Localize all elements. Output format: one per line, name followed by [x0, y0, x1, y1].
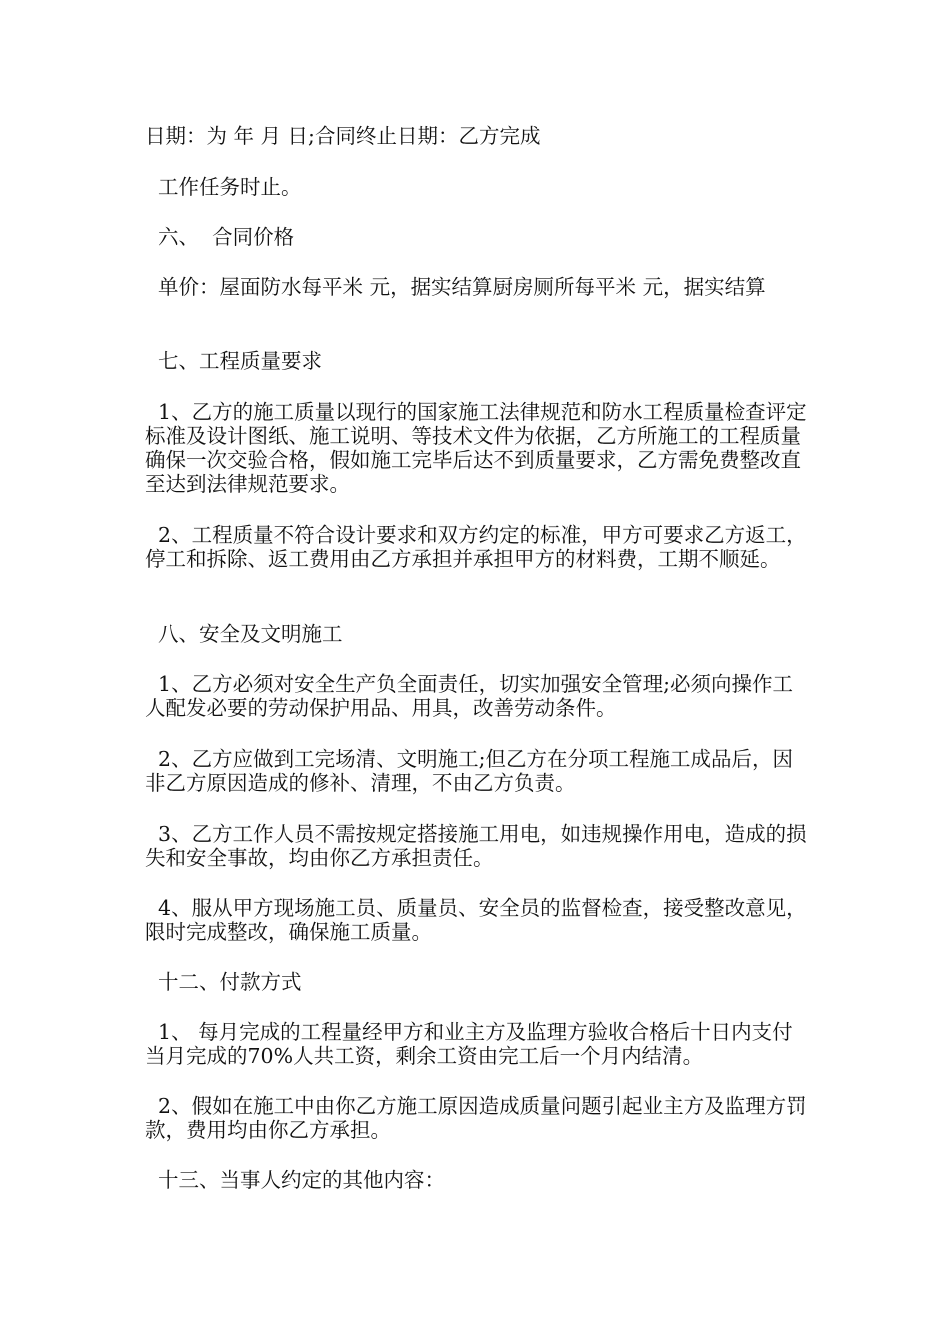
paragraph-task-end: 工作任务时止。	[145, 175, 302, 199]
section-heading-other-terms: 十三、当事人约定的其他内容：	[145, 1168, 446, 1192]
section-heading-payment: 十二、付款方式	[145, 970, 302, 994]
paragraph-unit-price: 单价：屋面防水每平米 元，据实结算厨房厕所每平米 元，据实结算	[145, 275, 766, 299]
paragraph-safety-1: 1、乙方必须对安全生产负全面责任，切实加强安全管理;必须向操作工人配发必要的劳动保护用品、用具，改善劳动条件。	[145, 672, 793, 720]
paragraph-payment-2: 2、假如在施工中由你乙方施工原因造成质量问题引起业主方及监理方罚款，费用均由你乙方承担。	[145, 1094, 807, 1142]
section-heading-contract-price: 六、 合同价格	[145, 225, 295, 249]
paragraph-quality-2: 2、工程质量不符合设计要求和双方约定的标准，甲方可要求乙方返工，停工和拆除、返工费用由乙方承担并承担甲方的材料费，工期不顺延。	[145, 523, 807, 571]
paragraph-quality-1: 1、乙方的施工质量以现行的国家施工法律规范和防水工程质量检查评定标准及设计图纸、施工说明、等技术文件为依据，乙方所施工的工程质量确保一次交验合格，假如施工完毕后达不到质量要求，乙方需免费整改直至达到法律规范要求。	[145, 400, 807, 496]
paragraph-safety-3: 3、乙方工作人员不需按规定搭接施工用电，如违规操作用电，造成的损失和安全事故，均由你乙方承担责任。	[145, 822, 807, 870]
paragraph-safety-4: 4、服从甲方现场施工员、质量员、安全员的监督检查，接受整改意见，限时完成整改，确保施工质量。	[145, 896, 807, 944]
section-heading-safety: 八、安全及文明施工	[145, 622, 343, 646]
section-heading-quality: 七、工程质量要求	[145, 349, 323, 373]
paragraph-payment-1: 1、 每月完成的工程量经甲方和业主方及监理方验收合格后十日内支付当月完成的70%人共工资，剩余工资由完工后一个月内结清。	[145, 1020, 793, 1068]
paragraph-date-line: 日期：为 年 月 日;合同终止日期：乙方完成	[145, 124, 541, 148]
paragraph-safety-2: 2、乙方应做到工完场清、文明施工;但乙方在分项工程施工成品后，因非乙方原因造成的修补、清理，不由乙方负责。	[145, 747, 793, 795]
